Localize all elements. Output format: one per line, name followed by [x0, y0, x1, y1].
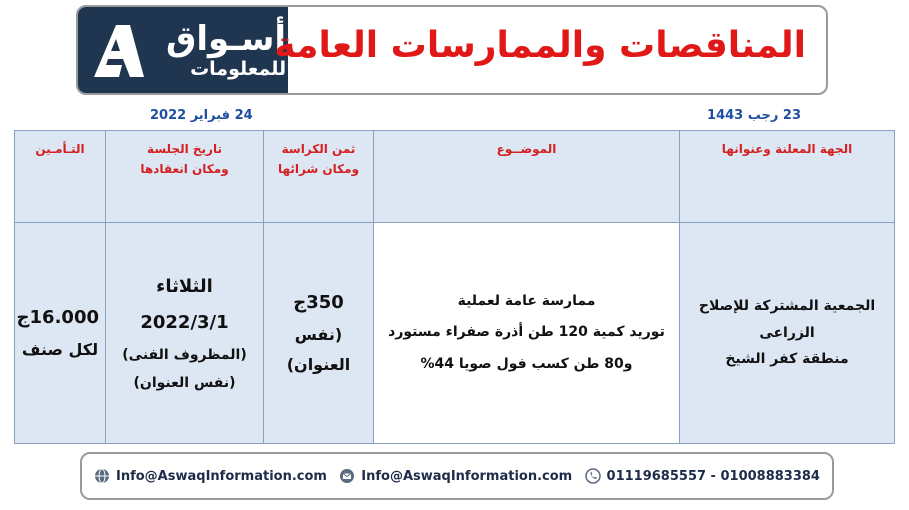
logo-a-icon: [86, 19, 148, 81]
cell-subject: [374, 223, 680, 444]
contact-footer: [80, 452, 834, 500]
header-insurance: التـأمـين: [15, 131, 106, 223]
subject-line1: ممارسة عامة لعملية: [457, 292, 596, 309]
header-session: [106, 131, 264, 223]
logo-text-line1: أسـواق: [166, 18, 287, 59]
table-header-row: [15, 131, 895, 223]
booklet-place: (نفس العنوان): [286, 324, 351, 375]
cell-insurance: [15, 223, 106, 444]
phone-icon: [585, 468, 601, 484]
cell-booklet: [264, 223, 374, 444]
header-banner: [76, 5, 828, 95]
entity-line3: منطقة كفر الشيخ: [725, 351, 849, 368]
entity-line2: الزراعى: [759, 324, 815, 341]
table-row: [15, 223, 895, 444]
header-booklet-line2: ومكان شرائها: [277, 162, 360, 177]
insurance-value: 16.000ج: [16, 306, 99, 328]
phone-numbers[interactable]: 01119685557 - 01008883384: [606, 468, 820, 484]
header-subject: الموضــوع: [374, 131, 680, 223]
cell-session: [106, 223, 264, 444]
header-booklet: [264, 131, 374, 223]
logo-text-line2: للمعلومات: [190, 57, 287, 80]
booklet-price: 350ج: [293, 291, 344, 313]
session-date: الثلاثاء 2022/3/1: [140, 276, 229, 333]
session-note: (المظروف الفنى): [122, 347, 247, 363]
entity-line1: الجمعية المشتركة للإصلاح: [698, 298, 876, 315]
email-link-1[interactable]: Info@AswaqInformation.com: [116, 468, 327, 484]
globe-icon: [94, 468, 110, 484]
logo: [78, 7, 288, 93]
footer-phones: [585, 468, 820, 484]
cell-entity: [680, 223, 895, 444]
gregorian-date: 24 فبراير 2022: [150, 108, 253, 123]
footer-email-web: [94, 468, 327, 484]
header-session-line2: ومكان انعقادها: [140, 162, 229, 177]
email-link-2[interactable]: Info@AswaqInformation.com: [361, 468, 573, 484]
subject-line3: و80 طن كسب فول صويا 44%: [420, 355, 633, 372]
subject-line2: توريد كمية 120 طن أذرة صفراء مستورد: [388, 324, 665, 341]
mail-icon: [339, 468, 355, 484]
hijri-date: 23 رجب 1443: [707, 108, 801, 123]
header-session-line1: تاريخ الجلسة: [147, 142, 222, 156]
insurance-note: لكل صنف: [21, 339, 99, 359]
header-booklet-line1: ثمن الكراسة: [281, 142, 356, 156]
header-entity: الجهة المعلنة وعنوانها: [680, 131, 895, 223]
session-place: (نفس العنوان): [133, 375, 236, 391]
tenders-table: [14, 130, 895, 444]
footer-email-mail: [339, 468, 572, 484]
page-title: المناقصات والممارسات العامة: [274, 25, 806, 66]
